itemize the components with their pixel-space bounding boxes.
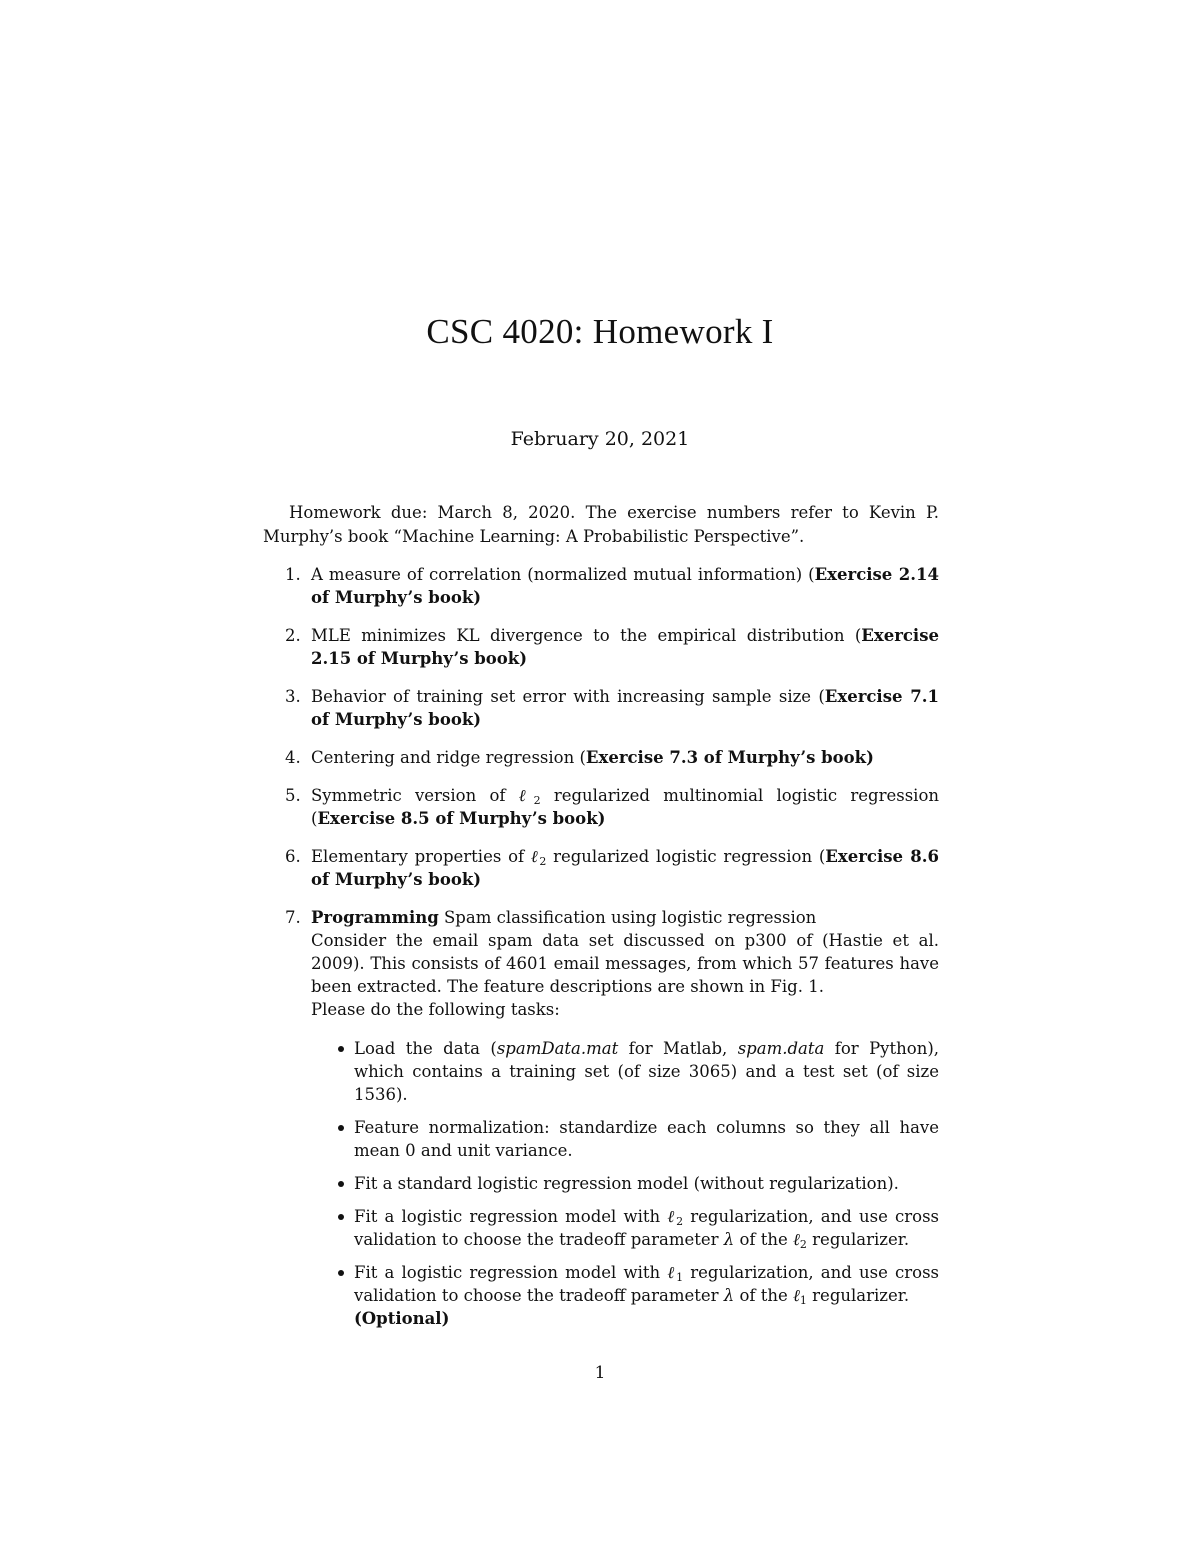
task-bullet-4 bbox=[354, 1205, 939, 1251]
ell-symbol: ℓ bbox=[793, 1230, 800, 1249]
programming-label: Programming bbox=[311, 908, 439, 927]
task-bullet-2 bbox=[354, 1116, 939, 1162]
task-bullet-1 bbox=[354, 1037, 939, 1106]
bullet-text: of the bbox=[734, 1286, 794, 1305]
ell-subscript: 1 bbox=[799, 1294, 807, 1307]
bullet-dot-icon bbox=[338, 1181, 344, 1187]
exercise-item-1 bbox=[285, 563, 939, 609]
bullet-text: Feature normalization: standardize each columns so they all have mean 0 and unit variance. bbox=[354, 1118, 939, 1160]
item-text: Centering and ridge regression ( bbox=[311, 748, 586, 767]
bullet-text: regularizer. bbox=[806, 1286, 910, 1305]
item-number: 1. bbox=[285, 565, 301, 584]
task-bullet-5 bbox=[354, 1261, 939, 1330]
item-number: 6. bbox=[285, 847, 301, 866]
exercise-item-6 bbox=[285, 845, 939, 891]
bullet-text: regularization, and use cross validation to choose the tradeoff parameter bbox=[354, 1263, 939, 1305]
item-text: MLE minimizes KL divergence to the empirical distribution ( bbox=[311, 626, 862, 645]
bullet-dot-icon bbox=[338, 1270, 344, 1276]
ell-subscript: 2 bbox=[533, 794, 541, 807]
bullet-dot-icon bbox=[338, 1214, 344, 1220]
exercise-item-7 bbox=[285, 906, 939, 1330]
bullet-dot-icon bbox=[338, 1046, 344, 1052]
item-text: Behavior of training set error with increasing sample size ( bbox=[311, 687, 825, 706]
programming-heading: Spam classification using logistic regression bbox=[438, 908, 817, 927]
ell-subscript: 2 bbox=[539, 855, 547, 868]
bullet-dot-icon bbox=[338, 1125, 344, 1131]
bullet-text: Load the data ( bbox=[354, 1039, 497, 1058]
bullet-text: regularization, and use cross validation to choose the tradeoff parameter bbox=[354, 1207, 939, 1249]
item-number: 3. bbox=[285, 687, 301, 706]
exercise-item-5 bbox=[285, 784, 940, 830]
exercise-item-2 bbox=[285, 624, 939, 670]
item-reference: Exercise 7.3 of Murphy’s book) bbox=[585, 748, 874, 767]
ell-symbol: ℓ bbox=[793, 1286, 800, 1305]
item-number: 4. bbox=[285, 748, 301, 767]
lambda-symbol: λ bbox=[723, 1286, 735, 1305]
ell-symbol: ℓ bbox=[667, 1263, 677, 1282]
exercise-item-3 bbox=[285, 685, 939, 731]
bullet-text: Fit a standard logistic regression model (without regularization). bbox=[354, 1174, 899, 1193]
exercise-item-4 bbox=[285, 746, 939, 769]
bullet-text: for Matlab, bbox=[618, 1039, 738, 1058]
item-reference: Exercise 2.15 of Murphy’s book) bbox=[311, 626, 939, 668]
python-filename: spam.data bbox=[737, 1039, 825, 1058]
ell-subscript: 2 bbox=[799, 1238, 807, 1251]
item-number: 2. bbox=[285, 626, 301, 645]
item-number: 7. bbox=[285, 908, 301, 927]
ell-symbol: ℓ bbox=[518, 786, 534, 805]
page-number: 1 bbox=[594, 1363, 606, 1383]
programming-lead: Please do the following tasks: bbox=[311, 1000, 560, 1019]
programming-description: Consider the email spam data set discussed on p300 of (Hastie et al. 2009). This consists of 4601 email messages, from which 57 features have been extracted. The feature descriptions are shown in Fig. 1. bbox=[311, 931, 939, 996]
bullet-text: regularizer. bbox=[806, 1230, 910, 1249]
document-date: February 20, 2021 bbox=[510, 428, 690, 450]
item-text: Elementary properties of bbox=[311, 847, 531, 866]
item-text-cont: regularized multinomial logistic regression ( bbox=[311, 786, 940, 828]
bullet-text: Fit a logistic regression model with bbox=[354, 1207, 668, 1226]
item-reference: Exercise 8.6 of Murphy’s book) bbox=[311, 847, 939, 889]
ell-symbol: ℓ bbox=[667, 1207, 677, 1226]
bullet-text: of the bbox=[734, 1230, 794, 1249]
lambda-symbol: λ bbox=[723, 1230, 735, 1249]
matlab-filename: spamData.mat bbox=[496, 1039, 619, 1058]
ell-subscript: 2 bbox=[676, 1215, 684, 1228]
exercise-list bbox=[285, 563, 940, 1345]
item-reference: Exercise 2.14 of Murphy’s book) bbox=[311, 565, 939, 607]
item-number: 5. bbox=[285, 786, 301, 805]
bullet-text: Fit a logistic regression model with bbox=[354, 1263, 668, 1282]
task-bullet-3 bbox=[354, 1172, 939, 1195]
item-text-cont: regularized logistic regression ( bbox=[546, 847, 826, 866]
item-text: Symmetric version of bbox=[311, 786, 519, 805]
ell-symbol: ℓ bbox=[530, 847, 540, 866]
intro-text: Homework due: March 8, 2020. The exercise numbers refer to Kevin P. Murphy’s book “Machine Learning: A Probabilistic Perspective”. bbox=[263, 503, 939, 546]
item-reference: Exercise 8.5 of Murphy’s book) bbox=[317, 809, 606, 828]
document-title: CSC 4020: Homework I bbox=[426, 312, 774, 351]
intro-paragraph bbox=[263, 501, 939, 549]
item-reference: Exercise 7.1 of Murphy’s book) bbox=[311, 687, 939, 729]
ell-subscript: 1 bbox=[676, 1271, 684, 1284]
item-text: A measure of correlation (normalized mutual information) ( bbox=[311, 565, 815, 584]
task-bullet-list bbox=[311, 1037, 939, 1330]
bullet-text: for Python), which contains a training set (of size 3065) and a test set (of size 1536). bbox=[354, 1039, 939, 1104]
optional-label: (Optional) bbox=[354, 1309, 450, 1328]
